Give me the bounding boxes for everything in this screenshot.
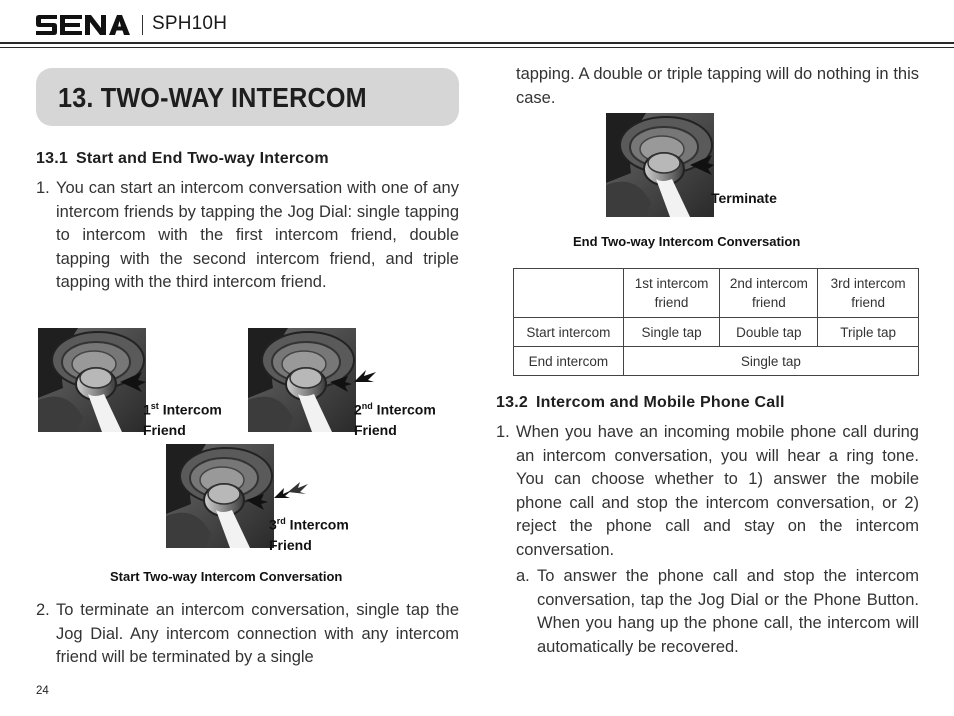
list-letter: a. xyxy=(516,567,530,585)
subsection-number: 13.2 xyxy=(496,394,528,411)
list-text: When you have an incoming mobile phone call during an intercom conversation, you will hear a ring tone. You can choose whether to 1) answer the mobile phone call and stop the intercom conversation, or 2) reject the phone call and stay on the intercom conversation. xyxy=(516,423,919,559)
table-cell xyxy=(514,269,624,318)
table-cell: Single tap xyxy=(623,347,918,376)
table-cell: Single tap xyxy=(623,318,720,347)
model-name: SPH10H xyxy=(152,13,228,34)
list-number: 1. xyxy=(496,423,510,441)
triple-arrow-icon xyxy=(272,478,312,508)
label-2nd-intercom: 2nd Intercom Friend xyxy=(354,401,436,438)
subsection-number: 13.1 xyxy=(36,150,68,167)
table-header-row xyxy=(514,269,919,318)
subsection-title: Intercom and Mobile Phone Call xyxy=(535,394,785,411)
jog-dial-photo-3 xyxy=(166,444,274,548)
label-terminate: Terminate xyxy=(711,190,777,206)
figure-caption-start: Start Two-way Intercom Conversation xyxy=(110,569,343,584)
list-item-1 xyxy=(496,421,919,563)
section-title: 13. TWO-WAY INTERCOM xyxy=(58,82,367,113)
header-separator xyxy=(142,15,143,35)
label-1st-intercom: 1st Intercom Friend xyxy=(143,401,222,438)
list-text: To terminate an intercom conversation, single tap the Jog Dial. Any intercom connection with any intercom friend will be terminated by a single xyxy=(56,601,459,667)
list-item-1 xyxy=(36,177,459,295)
sub-list-item-a xyxy=(516,565,919,659)
jog-dial-photo-terminate xyxy=(606,113,714,217)
table-cell: 2nd intercom friend xyxy=(720,269,818,318)
subsection-heading-13-2 xyxy=(496,394,785,412)
intercom-table xyxy=(513,268,919,376)
list-number: 1. xyxy=(36,179,50,197)
table-cell: End intercom xyxy=(514,347,624,376)
subsection-heading-13-1 xyxy=(36,150,329,168)
table-row xyxy=(514,318,919,347)
table-cell: Start intercom xyxy=(514,318,624,347)
table-cell: 1st intercom friend xyxy=(623,269,720,318)
section-banner xyxy=(36,68,459,126)
header-rule-thin xyxy=(0,47,954,48)
table-row xyxy=(514,347,919,376)
table-cell: Double tap xyxy=(720,318,818,347)
sena-logo xyxy=(36,15,130,35)
continued-text: tapping. A double or triple tapping will do nothing in this case. xyxy=(516,65,919,107)
double-arrow-icon xyxy=(350,364,380,394)
subsection-title: Start and End Two-way Intercom xyxy=(75,150,329,167)
table-cell: 3rd intercom friend xyxy=(818,269,919,318)
jog-dial-photo-1 xyxy=(38,328,146,432)
list-number: 2. xyxy=(36,601,50,619)
list-text: You can start an intercom conversation with one of any intercom friends by tapping the Jog Dial: single tapping to intercom with the first intercom friend, double tapping with the second intercom friend, and triple tapping with the third intercom friend. xyxy=(56,179,459,292)
jog-dial-photo-2 xyxy=(248,328,356,432)
page-number: 24 xyxy=(36,685,49,697)
list-text: To answer the phone call and stop the intercom conversation, tap the Jog Dial or the Phone Button. When you hang up the phone call, the intercom will automatically be recovered. xyxy=(537,567,919,656)
figure-caption-end: End Two-way Intercom Conversation xyxy=(573,234,801,249)
header-rule xyxy=(0,42,954,44)
list-item-2 xyxy=(36,599,459,670)
label-3rd-intercom: 3rd Intercom Friend xyxy=(269,516,349,553)
table-cell: Triple tap xyxy=(818,318,919,347)
